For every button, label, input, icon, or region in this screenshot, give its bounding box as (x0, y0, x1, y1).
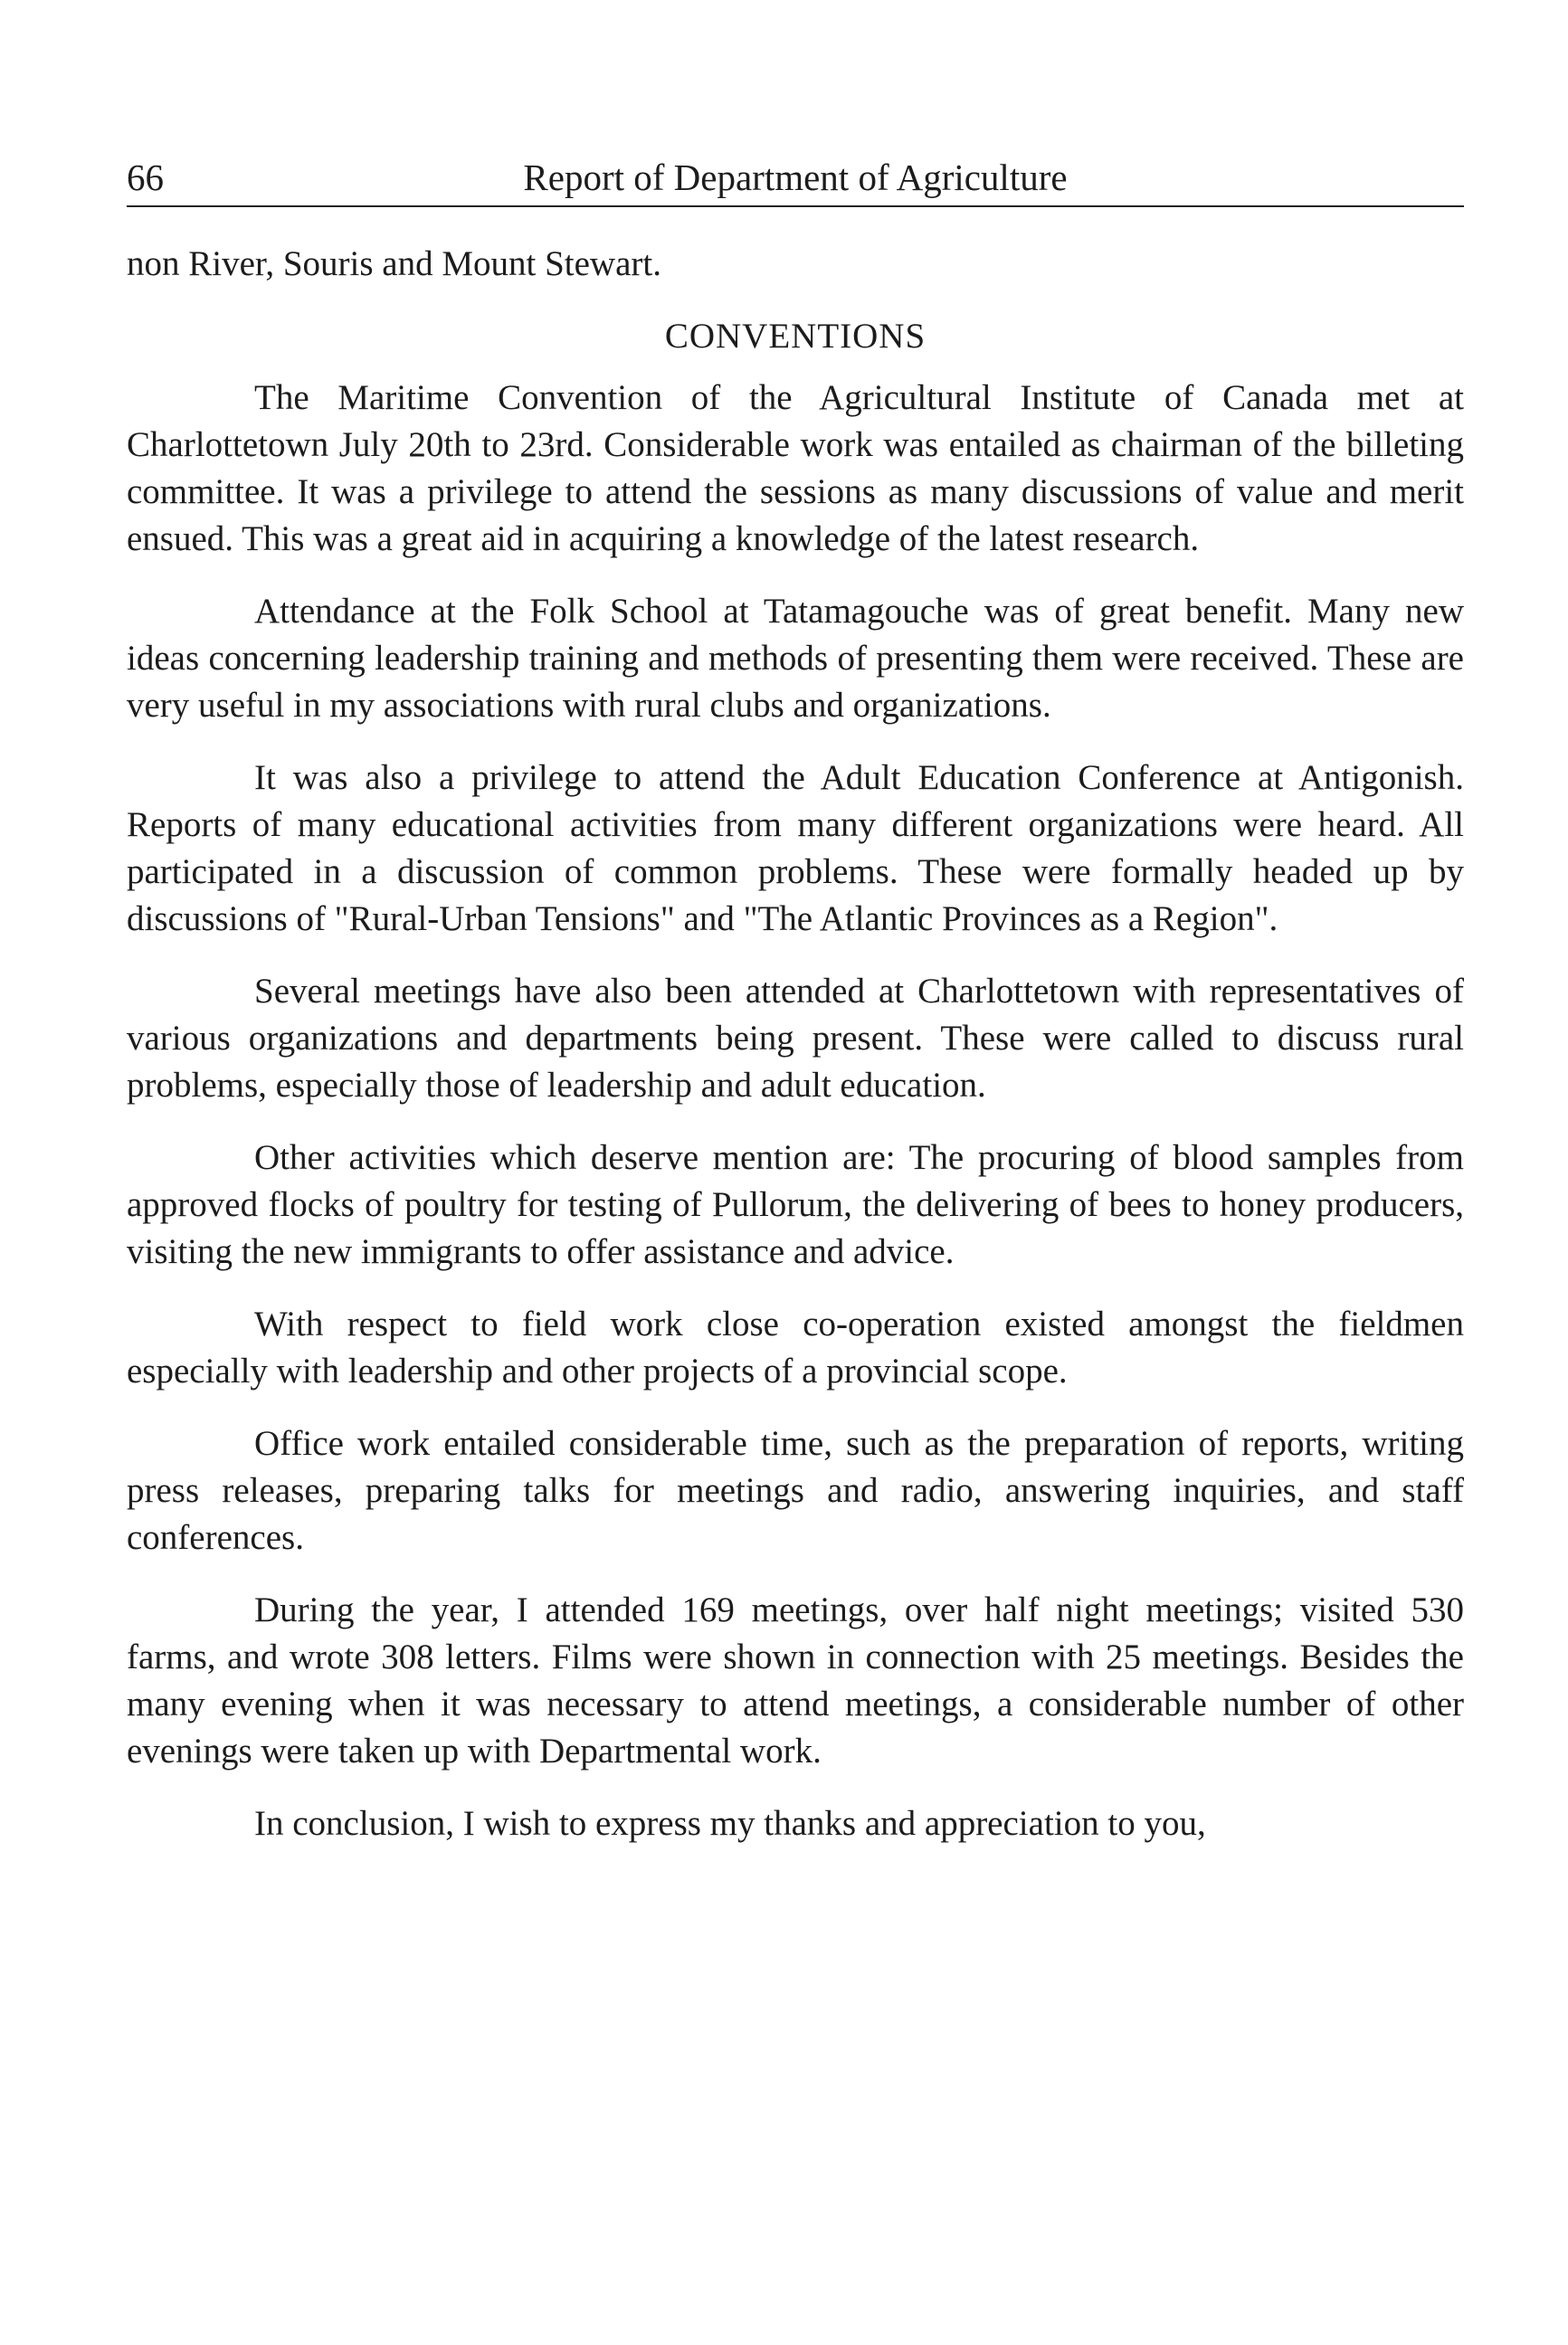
section-heading: CONVENTIONS (664, 317, 927, 356)
running-head: Report of Department of Agriculture (523, 157, 1068, 198)
page-number: 66 (127, 157, 164, 198)
paragraph-statistics: During the year, I attended 169 meetings, over half night meetings; visited 530 farms, and wrote 308 letters. Films were shown in connection with 25 meetings. Besides the many evening when it was necessary to attend meetings, a considerable number of other evenings were taken up with Departmental work. (127, 1590, 1464, 1771)
continued-paragraph: non River, Souris and Mount Stewart. (127, 244, 661, 283)
paragraph-field-work: With respect to field work close co-operation existed amongst the fieldmen especially with leadership and other projects of a provincial scope. (127, 1305, 1464, 1391)
paragraph-convention: The Maritime Convention of the Agricultural Institute of Canada met at Charlottetown July 20th to 23rd. Considerable work was entailed as chairman of the billeting committee. It was a privilege to attend the sessions as many discussions of value and merit ensued. This was a great aid in acquiring a knowledge of the latest research. (127, 378, 1464, 558)
paragraph-conclusion: In conclusion, I wish to express my thanks and appreciation to you, (254, 1804, 1206, 1843)
paragraph-adult-education: It was also a privilege to attend the Adult Education Conference at Antigonish. Reports of many educational activities from many different organizations were heard. All participated in a discussion of common problems. These were formally headed up by discussions of "Rural-Urban Tensions" and "The Atlantic Provinces as a Region". (127, 758, 1464, 938)
paragraph-office-work: Office work entailed considerable time, such as the preparation of reports, writing press releases, preparing talks for meetings and radio, answering inquiries, and staff conferences. (127, 1424, 1464, 1557)
document-page (127, 149, 1464, 1847)
paragraph-folk-school: Attendance at the Folk School at Tatamagouche was of great benefit. Many new ideas concerning leadership training and methods of presenting them were received. These are very useful in my associations with rural clubs and organizations. (127, 592, 1464, 725)
paragraph-other-activities: Other activities which deserve mention are: The procuring of blood samples from approved flocks of poultry for testing of Pullorum, the delivering of bees to honey producers, visiting the new immigrants to offer assistance and advice. (127, 1138, 1464, 1271)
body-text (127, 241, 1464, 1847)
paragraph-meetings: Several meetings have also been attended at Charlottetown with representatives of various organizations and departments being present. These were called to discuss rural problems, especially those of leadership and adult education. (127, 972, 1464, 1105)
page-header (127, 149, 1464, 207)
